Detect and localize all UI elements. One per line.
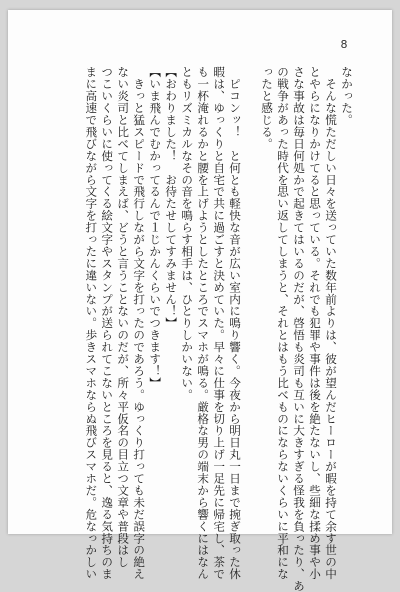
page-number: 8	[340, 38, 348, 51]
text-line: ともリズミカルなその音を鳴らす相手は、ひとりしかいない。	[180, 66, 195, 401]
text-line: ったと感じる。	[260, 66, 275, 150]
vertical-text-body	[84, 66, 354, 592]
text-line: も一杯淹れるかと腰を上げようとしたところでスマホが鳴る。厳格な男の端末から響くにはなん	[196, 66, 211, 580]
text-line: さな事故は毎日何処かで起きてはいるのだが、啓悟も炎司も互いに大きすぎる怪我を負ったり、あ	[292, 66, 307, 592]
text-line: 【おわりました！ お待たせしてすみません！】	[164, 66, 179, 329]
text-line: ない炎司と比べてしまえば、どうと言うことないのだが、所々平仮名の目立つ文章や普段はし	[116, 66, 131, 568]
text-line: つこいくらいに使ってくる絵文字やスタンプが送られてこないところを見ると、逸る気持ちのま	[100, 66, 115, 580]
text-line: きっと猛スピードで飛行しながら文字を打ったのであろう。ゆっくり打っても未だ誤字の絶え	[132, 66, 147, 580]
book-page	[8, 10, 392, 592]
text-line: ピコンッ！ と何とも軽快な音が広い室内に鳴り響く。今夜から明日丸一日まで捥ぎ取った休	[228, 66, 243, 580]
text-line: 【いま飛んでむかってるんで１じかんくらいでつきます！】	[148, 66, 163, 389]
text-line: とやらになりかけてると思っている。それでも犯罪や事件は後を絶たないし、些細な揉め事や小	[308, 66, 323, 580]
text-line: なかった。	[340, 66, 354, 126]
text-line: の戦争があった時代を思い返してしまうと、それとはもう比べものにならないくらいに平和にな	[276, 66, 291, 580]
text-line: まに高速で飛びながら文字を打ったに違いない。歩きスマホならぬ飛びスマホだ。危なっかしい	[84, 66, 99, 580]
text-line: 暇は、ゆっくりと自宅で共に過ごすと決めていた。早々に仕事を切り上げ一足先に帰宅し、茶で	[212, 66, 227, 580]
text-line: そんな慌ただしい日々を送っていた数年前よりは、彼が望んだヒーローが暇を持て余す世の中	[324, 66, 339, 580]
